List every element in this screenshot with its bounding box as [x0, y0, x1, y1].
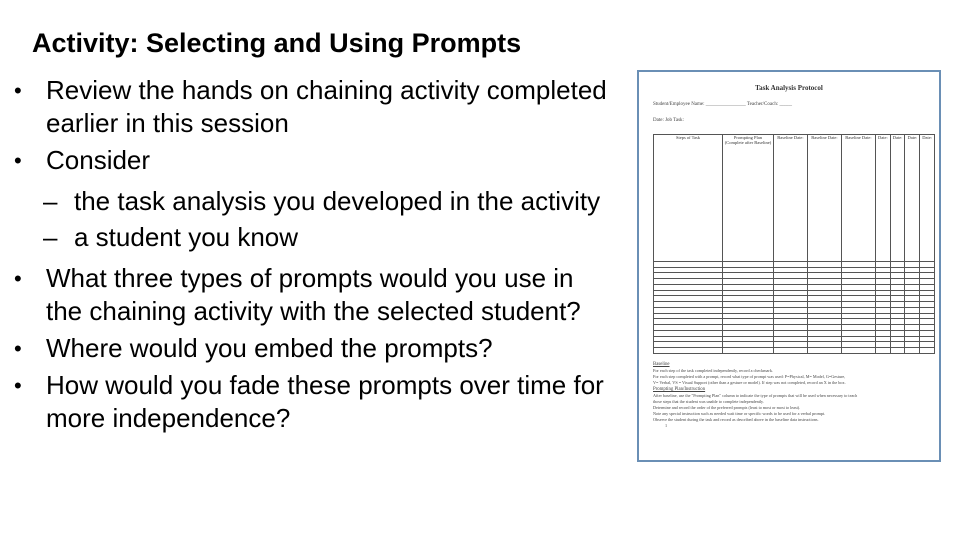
form-empty-cell [723, 348, 774, 354]
slide-title: Activity: Selecting and Using Prompts [32, 28, 522, 58]
bullet-item [0, 262, 610, 328]
form-notes-heading: Baseline [653, 362, 670, 367]
form-grid [653, 134, 935, 354]
bullet-marker: • [14, 266, 22, 291]
form-title: Task Analysis Protocol [755, 84, 823, 92]
bullet-item [0, 144, 610, 177]
form-table-body [654, 261, 935, 353]
form-note-line: Observe the student during the task and record as described above in the baseline data instructions. [653, 417, 819, 422]
form-header-cell: Prompting Plan (Complete after Baseline) [723, 135, 774, 262]
form-note-line: Note any special instruction such as needed wait time or specific words to be used for a verbal prompt. [653, 411, 826, 416]
form-note-line: For each step of the task completed independently, record a checkmark. [653, 368, 773, 373]
form-header-cell: Date: [920, 135, 935, 262]
sub-bullet-item [0, 221, 610, 254]
form-empty-cell [654, 348, 723, 354]
form-notes-heading: Prompting Plan/Instruction [653, 387, 706, 392]
bullet-marker: • [14, 148, 22, 173]
form-note-line: V= Verbal, VS = Visual Support (other than a gesture or model). If step was not completed, record an X in the box. [653, 380, 846, 385]
form-note-line: After baseline, use the "Prompting Plan" column to indicate the type of prompts that will be used when necessary to teach [653, 393, 858, 398]
sub-bullet-text: the task analysis you developed in the activity [74, 186, 601, 216]
bullet-item [0, 332, 610, 365]
form-note-line: those steps that the student was unable to complete independently. [653, 399, 764, 404]
task-analysis-form-image [637, 70, 941, 462]
form-empty-cell [807, 348, 841, 354]
bullet-marker: • [14, 373, 22, 398]
form-header-row [654, 135, 935, 262]
form-notes [653, 360, 935, 429]
form-header-cell: Date: [905, 135, 920, 262]
form-name-line: Student/Employee Name: ________________ Teacher/Coach: _____ [653, 102, 792, 107]
form-header-cell: Baseline Date: [774, 135, 808, 262]
form-page-number: 1 [665, 423, 668, 428]
bullet-text: What three types of prompts would you use in the chaining activity with the selected student? [46, 263, 581, 326]
bullet-text: How would you fade these prompts over time for more independence? [46, 370, 604, 433]
bullet-text: Review the hands on chaining activity completed earlier in this session [46, 75, 607, 138]
bullet-marker: • [14, 336, 22, 361]
bullet-text: Where would you embed the prompts? [46, 333, 493, 363]
form-empty-cell [841, 348, 875, 354]
form-empty-cell [774, 348, 808, 354]
form-note-line: Determine and record the order of the preferred prompts (least to most or most to least). [653, 405, 801, 410]
dash-marker: – [43, 186, 58, 216]
sub-bullet-text: a student you know [74, 222, 299, 252]
form-empty-cell [905, 348, 920, 354]
form-date-line: Date: Job Task: [653, 118, 684, 123]
bullet-item [0, 369, 610, 435]
form-empty-row [654, 348, 935, 354]
form-header-cell: Baseline Date: [807, 135, 841, 262]
form-header-cell: Baseline Date: [841, 135, 875, 262]
bullet-marker: • [14, 78, 22, 103]
bullet-text: Consider [46, 145, 151, 175]
form-header-cell: Date: [890, 135, 905, 262]
sub-bullet-item [0, 185, 610, 218]
form-header-cell: Date: [875, 135, 890, 262]
form-empty-cell [875, 348, 890, 354]
form-empty-cell [920, 348, 935, 354]
dash-marker: – [43, 222, 58, 252]
form-empty-cell [890, 348, 905, 354]
form-table [653, 134, 935, 354]
bullet-list [0, 74, 610, 439]
form-header-cell: Steps of Task [654, 135, 723, 262]
bullet-item [0, 74, 610, 140]
form-note-line: For each step completed with a prompt, record what type of prompt was used: P=Physical, M= Model, G=Gesture, [653, 374, 846, 379]
